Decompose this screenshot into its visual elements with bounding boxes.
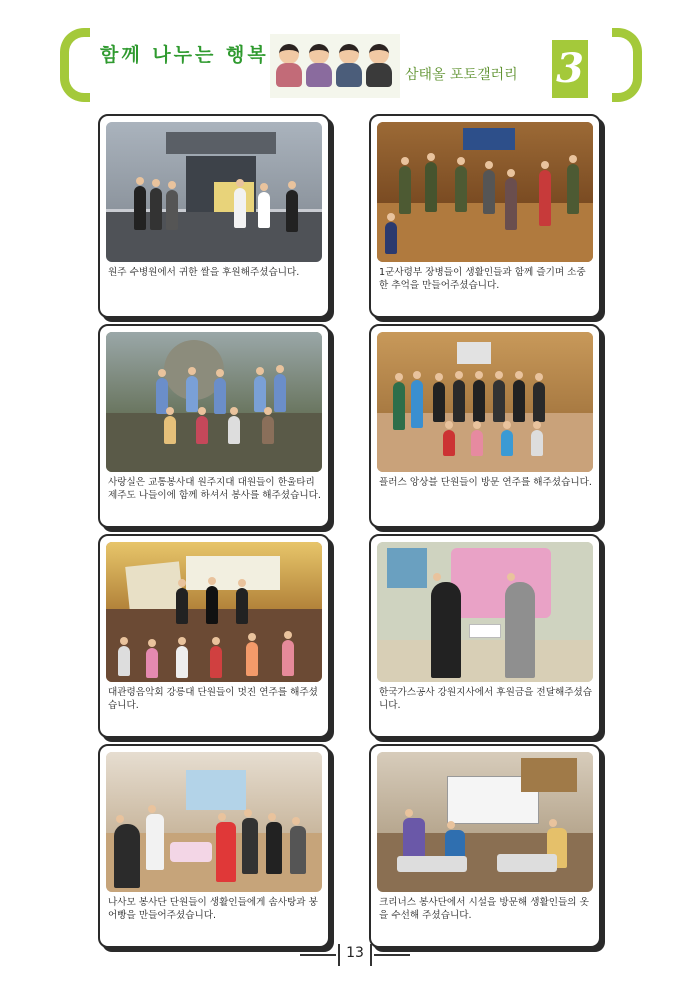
child-figure xyxy=(336,44,362,88)
footer-divider xyxy=(338,944,340,966)
page-title: 함께 나누는 행복 xyxy=(100,44,269,66)
gallery-card xyxy=(98,744,330,948)
photo-jeju-outing xyxy=(106,332,322,472)
footer-rule-left xyxy=(300,954,336,956)
section-number-badge: 3 xyxy=(552,40,588,98)
photo-daegwallyeong-concert xyxy=(106,542,322,682)
photo-caption: 나사모 봉사단 단원들이 생활인들에게 솜사탕과 붕어빵을 만들어주셨습니다. xyxy=(108,897,318,921)
gallery-card xyxy=(98,114,330,318)
footer-divider xyxy=(370,944,372,966)
photo-kogas-donation xyxy=(377,542,593,682)
child-figure xyxy=(306,44,332,88)
gallery-card xyxy=(369,744,601,948)
gallery-card xyxy=(369,534,601,738)
photo-rice-donation xyxy=(106,122,322,262)
left-bracket-decoration xyxy=(60,28,90,102)
photo-caption: 1군사령부 장병들이 생활인들과 함께 즐기며 소중한 추억을 만들어주셨습니다. xyxy=(379,267,586,291)
photo-caption: 대관령음악회 강릉대 단원들이 멋진 연주를 해주셨습니다. xyxy=(108,687,318,711)
child-figure xyxy=(366,44,392,88)
gallery-subtitle: 삼태올 포토갤러리 xyxy=(405,67,518,83)
photo-nasamo-volunteers xyxy=(106,752,322,892)
child-figure xyxy=(276,44,302,88)
photo-caption: 한국가스공사 강원지사에서 후원금을 전달해주셨습니다. xyxy=(379,687,593,711)
gallery-card xyxy=(98,534,330,738)
photo-plus-ensemble xyxy=(377,332,593,472)
page-number: 13 xyxy=(346,945,364,961)
photo-caption: 플러스 앙상블 단원들이 방문 연주를 해주셨습니다. xyxy=(379,477,592,488)
photo-caption: 사랑실은 교통봉사대 원주지대 대원들이 한울타리 제주도 나들이에 함께 하셔서 봉사를 해주셨습니다. xyxy=(108,477,321,501)
gallery-card xyxy=(98,324,330,528)
page-footer xyxy=(300,940,410,970)
photo-cleaners-sewing xyxy=(377,752,593,892)
gallery-card xyxy=(369,114,601,318)
gallery-card xyxy=(369,324,601,528)
photo-soldiers-visit xyxy=(377,122,593,262)
photo-caption: 원주 수병원에서 귀한 쌀을 후원해주셨습니다. xyxy=(108,267,300,278)
photo-caption: 크리너스 봉사단에서 시설을 방문해 생활인들의 옷을 수선해 주셨습니다. xyxy=(379,897,589,921)
right-bracket-decoration xyxy=(612,28,642,102)
children-illustration xyxy=(270,34,400,98)
footer-rule-right xyxy=(374,954,410,956)
page-header xyxy=(0,0,700,110)
